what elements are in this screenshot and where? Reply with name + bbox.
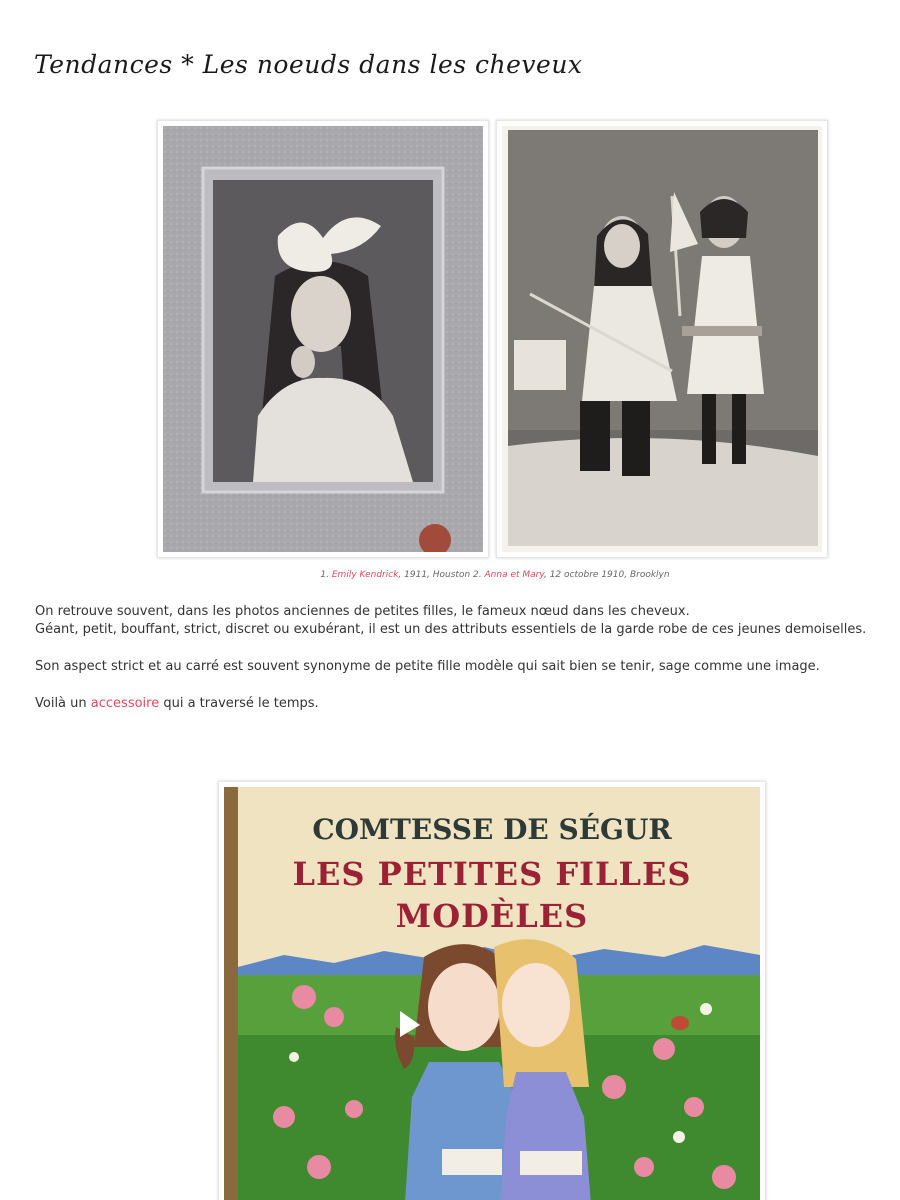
caption-link-anna-mary[interactable]: Anna et Mary xyxy=(484,570,544,580)
book-title-line-2: MODÈLES xyxy=(395,897,589,935)
photo-girl-with-bow[interactable] xyxy=(157,120,489,558)
caption-text-1: , 1911, Houston 2. xyxy=(398,570,482,580)
post-body xyxy=(35,603,875,732)
paragraph-1-line-2: Géant, petit, bouffant, strict, discret ou exubérant, il est un des attributs essentiels de la garde robe de ces jeunes demoiselles. xyxy=(35,622,867,637)
book-author: COMTESSE DE SÉGUR xyxy=(312,813,672,846)
book-cover[interactable] xyxy=(218,781,766,1200)
photo-girl-with-bow-image xyxy=(163,126,483,552)
photo-caption xyxy=(0,570,900,580)
paragraph-3-text-after: qui a traversé le temps. xyxy=(159,696,319,711)
paragraph-3 xyxy=(35,695,875,713)
paragraph-1-line-1: On retrouve souvent, dans les photos anciennes de petites filles, le fameux nœud dans les cheveux. xyxy=(35,604,690,619)
caption-text-2: , 12 octobre 1910, Brooklyn xyxy=(543,570,670,580)
post-title: Tendances * Les noeuds dans les cheveux xyxy=(34,50,583,79)
book-cover-image xyxy=(224,787,760,1200)
photo-two-girls-image xyxy=(502,126,822,552)
book-title-line-1: LES PETITES FILLES xyxy=(292,855,692,893)
accessoire-link[interactable]: accessoire xyxy=(90,696,160,711)
photo-two-girls[interactable] xyxy=(496,120,828,558)
paragraph-1 xyxy=(35,603,875,639)
paragraph-2: Son aspect strict et au carré est souvent synonyme de petite fille modèle qui sait bien se tenir, sage comme une image. xyxy=(35,659,820,674)
caption-link-emily-kendrick[interactable]: Emily Kendrick xyxy=(331,570,399,580)
caption-number: 1. xyxy=(320,570,329,580)
paragraph-3-text-before: Voilà un xyxy=(35,696,91,711)
